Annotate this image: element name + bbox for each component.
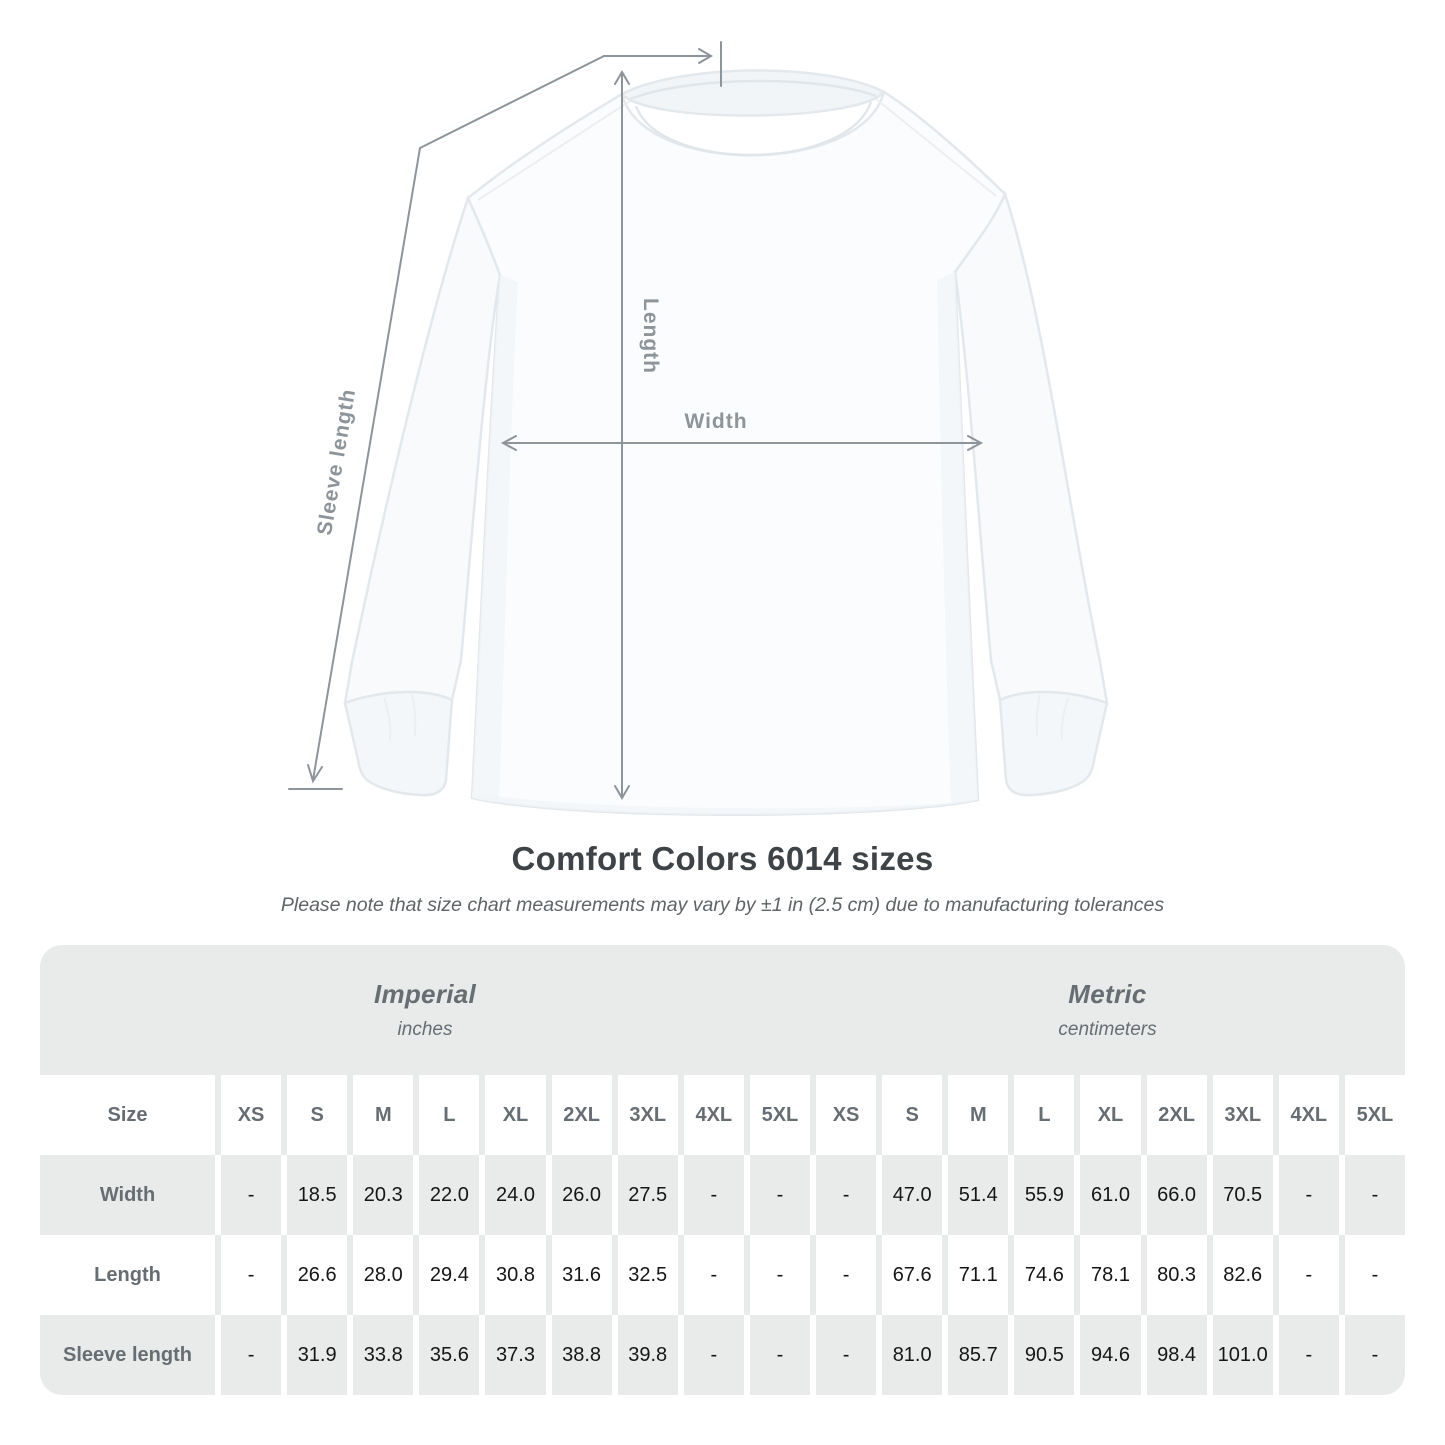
imperial-sublabel: inches <box>397 1019 453 1040</box>
metric-label: Metric <box>1068 979 1147 1009</box>
imperial-unit-group <box>40 945 810 1075</box>
size-col-metric-3xl: 3XL <box>1213 1075 1273 1155</box>
cell-imperial-s: 26.6 <box>287 1235 347 1315</box>
size-col-metric-5xl: 5XL <box>1345 1075 1405 1155</box>
size-col-metric-2xl: 2XL <box>1147 1075 1207 1155</box>
size-col-metric-xl: XL <box>1080 1075 1140 1155</box>
cell-imperial-m: 28.0 <box>353 1235 413 1315</box>
size-col-metric-m: M <box>948 1075 1008 1155</box>
tolerance-note: Please note that size chart measurements may vary by ±1 in (2.5 cm) due to manufacturing tolerances <box>280 894 1165 916</box>
cell-imperial-xs: - <box>221 1155 281 1235</box>
cell-metric-2xl: 66.0 <box>1147 1155 1207 1235</box>
size-col-metric-s: S <box>882 1075 942 1155</box>
size-col-imperial-3xl: 3XL <box>618 1075 678 1155</box>
table-rows <box>40 1075 1405 1395</box>
cell-imperial-xs: - <box>221 1235 281 1315</box>
cell-metric-xs: - <box>816 1155 876 1235</box>
cell-metric-xl: 61.0 <box>1080 1155 1140 1235</box>
cell-imperial-xl: 37.3 <box>485 1315 545 1395</box>
cell-metric-s: 47.0 <box>882 1155 942 1235</box>
size-col-imperial-m: M <box>353 1075 413 1155</box>
imperial-label: Imperial <box>373 979 477 1009</box>
shirt-body <box>468 92 1005 815</box>
page-title: Comfort Colors 6014 sizes <box>511 840 934 877</box>
row-label: Sleeve length <box>40 1315 215 1395</box>
metric-unit-group <box>810 945 1405 1075</box>
cell-imperial-xl: 24.0 <box>485 1155 545 1235</box>
cell-imperial-2xl: 38.8 <box>552 1315 612 1395</box>
table-row-width <box>40 1155 1405 1235</box>
cell-imperial-m: 33.8 <box>353 1315 413 1395</box>
size-col-imperial-4xl: 4XL <box>684 1075 744 1155</box>
right-sleeve <box>955 194 1107 703</box>
cell-metric-xs: - <box>816 1235 876 1315</box>
size-col-imperial-xs: XS <box>221 1075 281 1155</box>
size-col-imperial-5xl: 5XL <box>750 1075 810 1155</box>
size-chart-table <box>40 945 1405 1395</box>
cell-metric-xl: 78.1 <box>1080 1235 1140 1315</box>
right-cuff <box>1000 692 1107 795</box>
cell-metric-5xl: - <box>1345 1235 1405 1315</box>
cell-metric-l: 74.6 <box>1014 1235 1074 1315</box>
cell-metric-s: 81.0 <box>882 1315 942 1395</box>
cell-imperial-3xl: 39.8 <box>618 1315 678 1395</box>
cell-imperial-4xl: - <box>684 1315 744 1395</box>
cell-imperial-xl: 30.8 <box>485 1235 545 1315</box>
size-col-metric-xs: XS <box>816 1075 876 1155</box>
size-col-imperial-l: L <box>419 1075 479 1155</box>
cell-metric-2xl: 98.4 <box>1147 1315 1207 1395</box>
row-label: Length <box>40 1235 215 1315</box>
unit-header-band <box>40 945 1405 1075</box>
cell-metric-5xl: - <box>1345 1155 1405 1235</box>
cell-imperial-3xl: 32.5 <box>618 1235 678 1315</box>
size-col-metric-4xl: 4XL <box>1279 1075 1339 1155</box>
cell-metric-s: 67.6 <box>882 1235 942 1315</box>
left-cuff <box>345 692 452 795</box>
cell-metric-2xl: 80.3 <box>1147 1235 1207 1315</box>
cell-imperial-xs: - <box>221 1315 281 1395</box>
size-header-row <box>40 1075 1405 1155</box>
cell-metric-3xl: 82.6 <box>1213 1235 1273 1315</box>
cell-metric-xs: - <box>816 1315 876 1395</box>
size-col-metric-l: L <box>1014 1075 1074 1155</box>
cell-metric-4xl: - <box>1279 1315 1339 1395</box>
cell-metric-3xl: 70.5 <box>1213 1155 1273 1235</box>
cell-metric-m: 71.1 <box>948 1235 1008 1315</box>
length-label: Length <box>639 298 662 374</box>
cell-imperial-l: 35.6 <box>419 1315 479 1395</box>
cell-imperial-m: 20.3 <box>353 1155 413 1235</box>
cell-metric-l: 90.5 <box>1014 1315 1074 1395</box>
cell-imperial-l: 29.4 <box>419 1235 479 1315</box>
cell-imperial-3xl: 27.5 <box>618 1155 678 1235</box>
cell-imperial-5xl: - <box>750 1315 810 1395</box>
cell-metric-l: 55.9 <box>1014 1155 1074 1235</box>
cell-imperial-4xl: - <box>684 1155 744 1235</box>
row-label: Width <box>40 1155 215 1235</box>
collar-opening <box>622 70 884 115</box>
size-col-imperial-s: S <box>287 1075 347 1155</box>
sleeve-length-label: Sleeve length <box>313 386 361 538</box>
size-col-imperial-2xl: 2XL <box>552 1075 612 1155</box>
cell-imperial-2xl: 26.0 <box>552 1155 612 1235</box>
metric-sublabel: centimeters <box>1058 1019 1157 1040</box>
cell-imperial-s: 18.5 <box>287 1155 347 1235</box>
cell-metric-4xl: - <box>1279 1235 1339 1315</box>
cell-imperial-5xl: - <box>750 1235 810 1315</box>
cell-metric-m: 85.7 <box>948 1315 1008 1395</box>
table-row-sleeve-length <box>40 1315 1405 1395</box>
cell-imperial-2xl: 31.6 <box>552 1235 612 1315</box>
cell-imperial-4xl: - <box>684 1235 744 1315</box>
cell-metric-4xl: - <box>1279 1155 1339 1235</box>
cell-imperial-s: 31.9 <box>287 1315 347 1395</box>
cell-metric-3xl: 101.0 <box>1213 1315 1273 1395</box>
cell-metric-5xl: - <box>1345 1315 1405 1395</box>
size-col-imperial-xl: XL <box>485 1075 545 1155</box>
cell-metric-m: 51.4 <box>948 1155 1008 1235</box>
width-label: Width <box>684 410 748 433</box>
cell-imperial-l: 22.0 <box>419 1155 479 1235</box>
table-row-length <box>40 1235 1405 1315</box>
size-header-cell: Size <box>40 1075 215 1155</box>
cell-imperial-5xl: - <box>750 1155 810 1235</box>
cell-metric-xl: 94.6 <box>1080 1315 1140 1395</box>
